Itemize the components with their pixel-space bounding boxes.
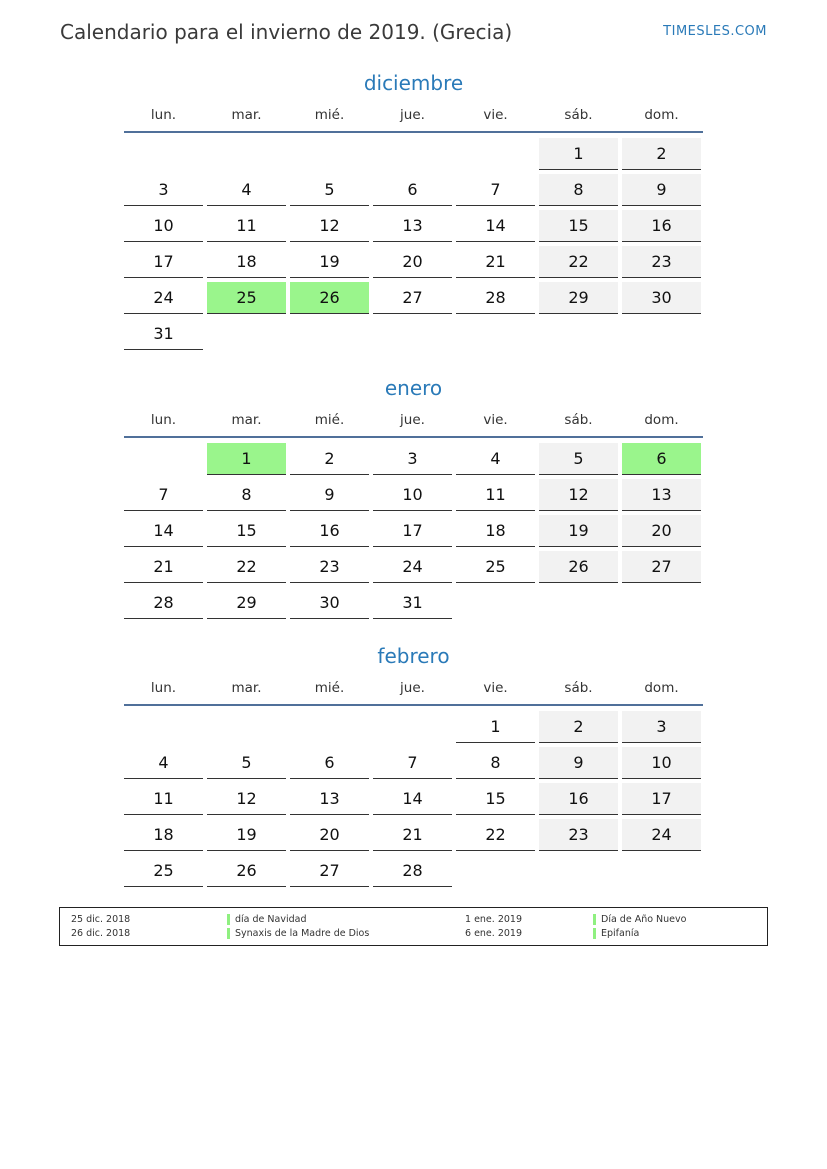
holiday-day-cell: 25: [207, 282, 286, 314]
day-cell: 5: [539, 443, 618, 475]
empty-day-cell: [373, 138, 452, 169]
empty-day-cell: [373, 711, 452, 742]
day-cell: 11: [456, 479, 535, 511]
day-cell: 30: [290, 587, 369, 619]
legend-date: 1 ene. 2019: [465, 914, 522, 925]
day-cell: 7: [456, 174, 535, 206]
day-cell: 9: [622, 174, 701, 206]
weekday-label: dom.: [644, 107, 679, 123]
day-cell: 1: [539, 138, 618, 170]
page-title: Calendario para el invierno de 2019. (Grecia): [60, 20, 513, 44]
weekday-label: jue.: [400, 107, 425, 123]
legend-holiday-name: Día de Año Nuevo: [601, 914, 687, 925]
day-cell: 22: [539, 246, 618, 278]
day-cell: 3: [124, 174, 203, 206]
day-cell: 4: [207, 174, 286, 206]
weekday-label: mié.: [314, 412, 345, 428]
weekday-label: mié.: [314, 107, 345, 123]
weekday-label: sáb.: [564, 412, 593, 428]
empty-day-cell: [290, 138, 369, 169]
day-cell: 5: [207, 747, 286, 779]
day-cell: 7: [373, 747, 452, 779]
holiday-day-cell: 1: [207, 443, 286, 475]
day-cell: 23: [622, 246, 701, 278]
day-cell: 10: [622, 747, 701, 779]
day-cell: 15: [456, 783, 535, 815]
weekday-label: vie.: [483, 680, 508, 696]
brand-link[interactable]: TIMESLES.COM: [663, 24, 767, 39]
day-cell: 18: [456, 515, 535, 547]
day-cell: 28: [373, 855, 452, 887]
day-cell: 12: [290, 210, 369, 242]
day-cell: 11: [207, 210, 286, 242]
day-cell: 28: [124, 587, 203, 619]
day-cell: 11: [124, 783, 203, 815]
weekday-label: sáb.: [564, 680, 593, 696]
day-cell: 26: [539, 551, 618, 583]
day-grid: [124, 443, 703, 619]
day-cell: 4: [124, 747, 203, 779]
legend-date: 25 dic. 2018: [71, 914, 131, 925]
day-cell: 25: [124, 855, 203, 887]
day-cell: 5: [290, 174, 369, 206]
weekday-label: dom.: [644, 680, 679, 696]
holiday-color-marker: [227, 914, 230, 925]
day-cell: 22: [207, 551, 286, 583]
day-cell: 13: [373, 210, 452, 242]
legend-holiday-name: Epifanía: [601, 928, 640, 939]
month-december: [124, 70, 703, 350]
day-cell: 16: [539, 783, 618, 815]
empty-day-cell: [124, 711, 203, 742]
day-cell: 23: [539, 819, 618, 851]
day-cell: 8: [207, 479, 286, 511]
day-cell: 16: [290, 515, 369, 547]
day-cell: 17: [373, 515, 452, 547]
day-cell: 6: [290, 747, 369, 779]
holiday-day-cell: 6: [622, 443, 701, 475]
day-cell: 17: [124, 246, 203, 278]
day-cell: 19: [539, 515, 618, 547]
day-grid: [124, 711, 703, 887]
weekday-label: dom.: [644, 412, 679, 428]
weekday-header: [124, 679, 703, 706]
day-cell: 19: [290, 246, 369, 278]
weekday-label: lun.: [150, 680, 177, 696]
legend-date: 26 dic. 2018: [71, 928, 131, 939]
holiday-color-marker: [593, 928, 596, 939]
day-cell: 9: [539, 747, 618, 779]
day-cell: 14: [124, 515, 203, 547]
day-cell: 20: [373, 246, 452, 278]
day-cell: 17: [622, 783, 701, 815]
day-cell: 18: [207, 246, 286, 278]
day-cell: 30: [622, 282, 701, 314]
weekday-label: sáb.: [564, 107, 593, 123]
day-cell: 3: [622, 711, 701, 743]
weekday-label: vie.: [483, 412, 508, 428]
day-cell: 31: [124, 318, 203, 350]
weekday-label: mié.: [314, 680, 345, 696]
weekday-header: [124, 106, 703, 133]
holiday-color-marker: [593, 914, 596, 925]
day-cell: 20: [290, 819, 369, 851]
day-cell: 20: [622, 515, 701, 547]
day-cell: 13: [290, 783, 369, 815]
day-cell: 22: [456, 819, 535, 851]
empty-day-cell: [207, 138, 286, 169]
day-cell: 8: [539, 174, 618, 206]
day-cell: 12: [207, 783, 286, 815]
weekday-label: lun.: [150, 107, 177, 123]
day-cell: 28: [456, 282, 535, 314]
day-cell: 27: [290, 855, 369, 887]
month-february: [124, 643, 703, 887]
day-cell: 27: [373, 282, 452, 314]
month-january: [124, 375, 703, 619]
day-cell: 13: [622, 479, 701, 511]
legend-date: 6 ene. 2019: [465, 928, 522, 939]
day-cell: 8: [456, 747, 535, 779]
day-cell: 24: [124, 282, 203, 314]
weekday-label: lun.: [150, 412, 177, 428]
day-cell: 26: [207, 855, 286, 887]
day-cell: 3: [373, 443, 452, 475]
day-cell: 1: [456, 711, 535, 743]
day-cell: 14: [373, 783, 452, 815]
weekday-label: vie.: [483, 107, 508, 123]
day-cell: 10: [373, 479, 452, 511]
day-cell: 21: [124, 551, 203, 583]
legend-holiday-name: Synaxis de la Madre de Dios: [235, 928, 370, 939]
day-cell: 31: [373, 587, 452, 619]
day-cell: 27: [622, 551, 701, 583]
day-cell: 7: [124, 479, 203, 511]
day-cell: 24: [622, 819, 701, 851]
day-cell: 12: [539, 479, 618, 511]
day-cell: 21: [456, 246, 535, 278]
empty-day-cell: [456, 138, 535, 169]
day-cell: 23: [290, 551, 369, 583]
day-cell: 19: [207, 819, 286, 851]
month-title: febrero: [377, 644, 450, 668]
day-cell: 15: [207, 515, 286, 547]
weekday-label: mar.: [231, 412, 262, 428]
day-cell: 18: [124, 819, 203, 851]
day-cell: 29: [539, 282, 618, 314]
weekday-label: jue.: [400, 412, 425, 428]
holiday-color-marker: [227, 928, 230, 939]
weekday-label: mar.: [231, 680, 262, 696]
weekday-header: [124, 411, 703, 438]
month-title: enero: [384, 376, 443, 400]
weekday-label: mar.: [231, 107, 262, 123]
day-cell: 15: [539, 210, 618, 242]
empty-day-cell: [207, 711, 286, 742]
empty-day-cell: [124, 443, 203, 474]
day-cell: 2: [622, 138, 701, 170]
day-cell: 10: [124, 210, 203, 242]
day-cell: 14: [456, 210, 535, 242]
empty-day-cell: [290, 711, 369, 742]
holiday-day-cell: 26: [290, 282, 369, 314]
day-cell: 24: [373, 551, 452, 583]
holiday-legend: [59, 907, 768, 946]
day-cell: 21: [373, 819, 452, 851]
day-cell: 16: [622, 210, 701, 242]
day-cell: 9: [290, 479, 369, 511]
empty-day-cell: [124, 138, 203, 169]
day-grid: [124, 138, 703, 350]
weekday-label: jue.: [400, 680, 425, 696]
day-cell: 6: [373, 174, 452, 206]
day-cell: 4: [456, 443, 535, 475]
day-cell: 2: [290, 443, 369, 475]
day-cell: 2: [539, 711, 618, 743]
day-cell: 25: [456, 551, 535, 583]
day-cell: 29: [207, 587, 286, 619]
legend-holiday-name: día de Navidad: [235, 914, 307, 925]
month-title: diciembre: [363, 71, 464, 95]
